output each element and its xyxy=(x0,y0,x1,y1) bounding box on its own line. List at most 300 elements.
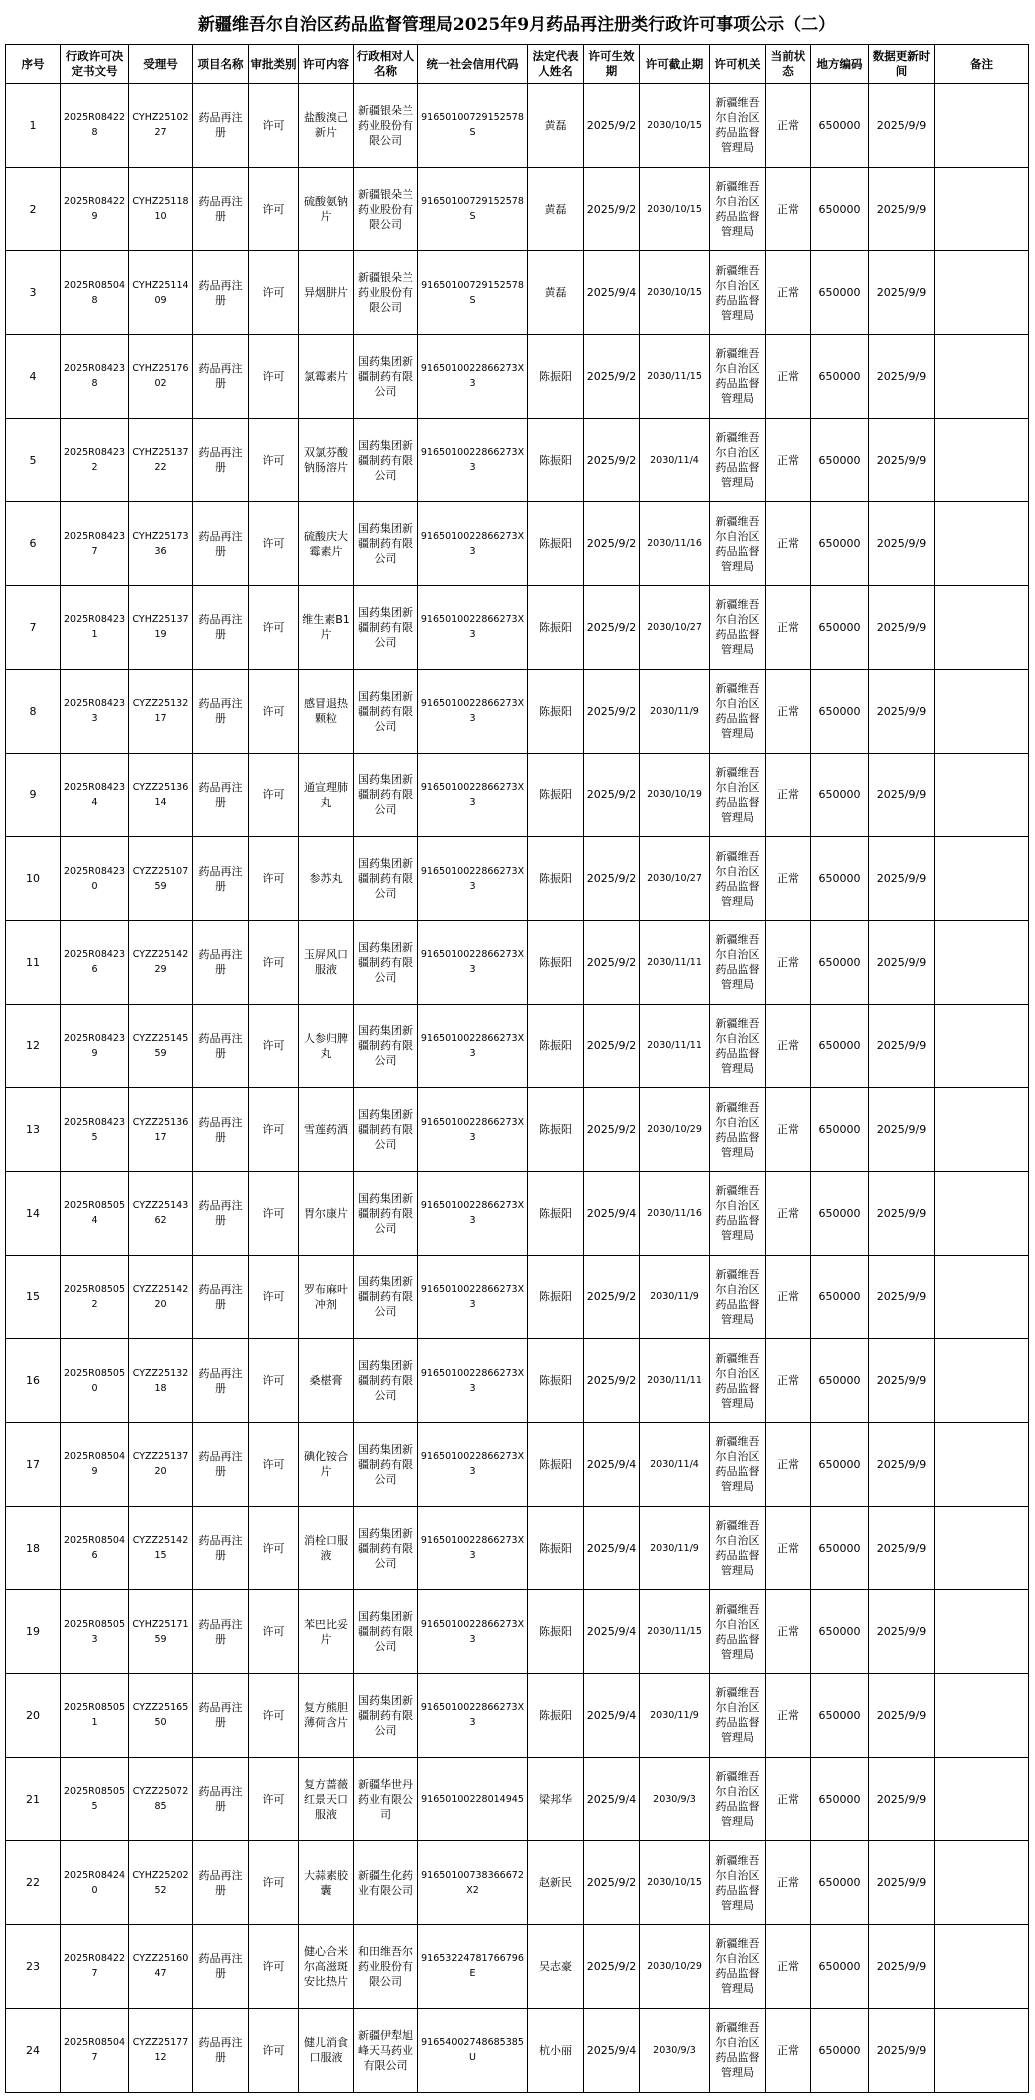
cell-decision-no: 2025R085049 xyxy=(61,1423,129,1507)
cell-counterparty-name: 国药集团新疆制药有限公司 xyxy=(354,1255,418,1339)
cell-region-code: 650000 xyxy=(811,335,869,419)
cell-project-name: 药品再注册 xyxy=(193,753,249,837)
cell-authority: 新疆维吾尔自治区药品监督管理局 xyxy=(710,1757,766,1841)
cell-remarks xyxy=(935,1841,1029,1925)
cell-approval-type: 许可 xyxy=(249,1841,299,1925)
cell-seq: 18 xyxy=(6,1506,61,1590)
cell-effective-date: 2025/9/2 xyxy=(584,84,640,168)
cell-permit-content: 胃尔康片 xyxy=(299,1171,354,1255)
cell-legal-rep: 陈振阳 xyxy=(528,1255,584,1339)
cell-project-name: 药品再注册 xyxy=(193,1339,249,1423)
cell-region-code: 650000 xyxy=(811,1757,869,1841)
cell-authority: 新疆维吾尔自治区药品监督管理局 xyxy=(710,669,766,753)
cell-permit-content: 维生素B1片 xyxy=(299,586,354,670)
cell-expiry-date: 2030/11/11 xyxy=(640,920,710,1004)
cell-status: 正常 xyxy=(766,251,811,335)
cell-acceptance-no: CYHZ2513722 xyxy=(129,418,193,502)
cell-counterparty-name: 和田维吾尔药业股份有限公司 xyxy=(354,1925,418,2009)
cell-counterparty-name: 国药集团新疆制药有限公司 xyxy=(354,1590,418,1674)
cell-remarks xyxy=(935,1171,1029,1255)
cell-status: 正常 xyxy=(766,920,811,1004)
cell-effective-date: 2025/9/4 xyxy=(584,1674,640,1758)
cell-acceptance-no: CYZZ2514220 xyxy=(129,1255,193,1339)
cell-approval-type: 许可 xyxy=(249,84,299,168)
cell-decision-no: 2025R084229 xyxy=(61,167,129,251)
cell-permit-content: 碘化铵合片 xyxy=(299,1423,354,1507)
cell-approval-type: 许可 xyxy=(249,1423,299,1507)
cell-expiry-date: 2030/11/4 xyxy=(640,1423,710,1507)
cell-project-name: 药品再注册 xyxy=(193,1674,249,1758)
cell-counterparty-name: 国药集团新疆制药有限公司 xyxy=(354,837,418,921)
cell-region-code: 650000 xyxy=(811,1171,869,1255)
cell-permit-content: 雪莲药酒 xyxy=(299,1088,354,1172)
cell-effective-date: 2025/9/2 xyxy=(584,586,640,670)
cell-authority: 新疆维吾尔自治区药品监督管理局 xyxy=(710,251,766,335)
cell-legal-rep: 陈振阳 xyxy=(528,837,584,921)
cell-region-code: 650000 xyxy=(811,920,869,1004)
cell-project-name: 药品再注册 xyxy=(193,1506,249,1590)
cell-decision-no: 2025R084240 xyxy=(61,1841,129,1925)
cell-legal-rep: 陈振阳 xyxy=(528,1171,584,1255)
cell-approval-type: 许可 xyxy=(249,1590,299,1674)
cell-counterparty-name: 国药集团新疆制药有限公司 xyxy=(354,1423,418,1507)
cell-status: 正常 xyxy=(766,586,811,670)
cell-counterparty-name: 国药集团新疆制药有限公司 xyxy=(354,335,418,419)
cell-approval-type: 许可 xyxy=(249,1674,299,1758)
cell-approval-type: 许可 xyxy=(249,1339,299,1423)
cell-expiry-date: 2030/10/15 xyxy=(640,167,710,251)
table-row xyxy=(6,1590,1029,1674)
cell-approval-type: 许可 xyxy=(249,1255,299,1339)
cell-seq: 11 xyxy=(6,920,61,1004)
cell-effective-date: 2025/9/2 xyxy=(584,1088,640,1172)
cell-status: 正常 xyxy=(766,502,811,586)
notice-page xyxy=(5,0,1028,2093)
header-credit-code: 统一社会信用代码 xyxy=(418,45,528,84)
cell-acceptance-no: CYHZ2517336 xyxy=(129,502,193,586)
cell-counterparty-name: 国药集团新疆制药有限公司 xyxy=(354,669,418,753)
cell-update-time: 2025/9/9 xyxy=(869,753,935,837)
cell-acceptance-no: CYZZ2513617 xyxy=(129,1088,193,1172)
cell-update-time: 2025/9/9 xyxy=(869,1255,935,1339)
cell-seq: 17 xyxy=(6,1423,61,1507)
cell-status: 正常 xyxy=(766,1088,811,1172)
cell-seq: 5 xyxy=(6,418,61,502)
cell-acceptance-no: CYHZ2510227 xyxy=(129,84,193,168)
cell-region-code: 650000 xyxy=(811,1674,869,1758)
cell-legal-rep: 陈振阳 xyxy=(528,753,584,837)
cell-acceptance-no: CYHZ2513719 xyxy=(129,586,193,670)
cell-legal-rep: 陈振阳 xyxy=(528,418,584,502)
cell-permit-content: 复方熊胆薄荷含片 xyxy=(299,1674,354,1758)
cell-credit-code: 9165010022866273X3 xyxy=(418,753,528,837)
table-row xyxy=(6,753,1029,837)
header-expiry-date: 许可截止期 xyxy=(640,45,710,84)
cell-credit-code: 9165010022866273X3 xyxy=(418,837,528,921)
cell-seq: 22 xyxy=(6,1841,61,1925)
cell-project-name: 药品再注册 xyxy=(193,586,249,670)
cell-decision-no: 2025R085046 xyxy=(61,1506,129,1590)
cell-seq: 13 xyxy=(6,1088,61,1172)
cell-counterparty-name: 新疆银朵兰药业股份有限公司 xyxy=(354,167,418,251)
cell-decision-no: 2025R084233 xyxy=(61,669,129,753)
cell-project-name: 药品再注册 xyxy=(193,251,249,335)
cell-legal-rep: 陈振阳 xyxy=(528,502,584,586)
cell-update-time: 2025/9/9 xyxy=(869,1171,935,1255)
table-row xyxy=(6,418,1029,502)
cell-approval-type: 许可 xyxy=(249,1757,299,1841)
cell-update-time: 2025/9/9 xyxy=(869,84,935,168)
cell-status: 正常 xyxy=(766,669,811,753)
cell-project-name: 药品再注册 xyxy=(193,418,249,502)
cell-approval-type: 许可 xyxy=(249,669,299,753)
cell-project-name: 药品再注册 xyxy=(193,1590,249,1674)
cell-project-name: 药品再注册 xyxy=(193,167,249,251)
cell-status: 正常 xyxy=(766,1506,811,1590)
cell-acceptance-no: CYHZ2511409 xyxy=(129,251,193,335)
table-row xyxy=(6,502,1029,586)
cell-effective-date: 2025/9/2 xyxy=(584,1255,640,1339)
cell-legal-rep: 黄磊 xyxy=(528,167,584,251)
cell-legal-rep: 陈振阳 xyxy=(528,1339,584,1423)
cell-status: 正常 xyxy=(766,1171,811,1255)
cell-authority: 新疆维吾尔自治区药品监督管理局 xyxy=(710,1423,766,1507)
table-body xyxy=(6,84,1029,2093)
cell-status: 正常 xyxy=(766,335,811,419)
cell-expiry-date: 2030/10/15 xyxy=(640,1841,710,1925)
header-counterparty-name: 行政相对人名称 xyxy=(354,45,418,84)
cell-expiry-date: 2030/11/11 xyxy=(640,1339,710,1423)
table-row xyxy=(6,1423,1029,1507)
cell-authority: 新疆维吾尔自治区药品监督管理局 xyxy=(710,1088,766,1172)
cell-approval-type: 许可 xyxy=(249,920,299,1004)
cell-authority: 新疆维吾尔自治区药品监督管理局 xyxy=(710,753,766,837)
cell-legal-rep: 吴志豪 xyxy=(528,1925,584,2009)
cell-update-time: 2025/9/9 xyxy=(869,586,935,670)
cell-effective-date: 2025/9/2 xyxy=(584,837,640,921)
table-row xyxy=(6,1171,1029,1255)
cell-region-code: 650000 xyxy=(811,1841,869,1925)
cell-credit-code: 91650100729152578S xyxy=(418,167,528,251)
cell-status: 正常 xyxy=(766,837,811,921)
cell-approval-type: 许可 xyxy=(249,586,299,670)
table-row xyxy=(6,920,1029,1004)
cell-acceptance-no: CYHZ2517602 xyxy=(129,335,193,419)
cell-counterparty-name: 新疆伊犁旭峰天马药业有限公司 xyxy=(354,2008,418,2092)
cell-legal-rep: 陈振阳 xyxy=(528,1674,584,1758)
cell-status: 正常 xyxy=(766,84,811,168)
cell-update-time: 2025/9/9 xyxy=(869,1506,935,1590)
cell-update-time: 2025/9/9 xyxy=(869,251,935,335)
header-region-code: 地方编码 xyxy=(811,45,869,84)
cell-status: 正常 xyxy=(766,1757,811,1841)
cell-status: 正常 xyxy=(766,753,811,837)
cell-decision-no: 2025R085048 xyxy=(61,251,129,335)
cell-update-time: 2025/9/9 xyxy=(869,1757,935,1841)
cell-update-time: 2025/9/9 xyxy=(869,1841,935,1925)
cell-update-time: 2025/9/9 xyxy=(869,1088,935,1172)
cell-decision-no: 2025R084239 xyxy=(61,1004,129,1088)
cell-permit-content: 消栓口服液 xyxy=(299,1506,354,1590)
cell-permit-content: 异烟肼片 xyxy=(299,251,354,335)
cell-permit-content: 盐酸溴己新片 xyxy=(299,84,354,168)
header-effective-date: 许可生效期 xyxy=(584,45,640,84)
cell-permit-content: 通宣理肺丸 xyxy=(299,753,354,837)
cell-approval-type: 许可 xyxy=(249,1506,299,1590)
cell-region-code: 650000 xyxy=(811,1925,869,2009)
cell-credit-code: 9165010022866273X3 xyxy=(418,1339,528,1423)
table-header-row xyxy=(6,45,1029,84)
table-row xyxy=(6,586,1029,670)
cell-status: 正常 xyxy=(766,1423,811,1507)
cell-expiry-date: 2030/11/9 xyxy=(640,1255,710,1339)
cell-authority: 新疆维吾尔自治区药品监督管理局 xyxy=(710,418,766,502)
cell-project-name: 药品再注册 xyxy=(193,920,249,1004)
cell-remarks xyxy=(935,1674,1029,1758)
cell-permit-content: 硫酸庆大霉素片 xyxy=(299,502,354,586)
cell-update-time: 2025/9/9 xyxy=(869,1423,935,1507)
cell-credit-code: 91650100729152578S xyxy=(418,84,528,168)
cell-decision-no: 2025R084227 xyxy=(61,1925,129,2009)
cell-legal-rep: 黄磊 xyxy=(528,251,584,335)
cell-remarks xyxy=(935,1757,1029,1841)
cell-project-name: 药品再注册 xyxy=(193,335,249,419)
cell-seq: 2 xyxy=(6,167,61,251)
cell-authority: 新疆维吾尔自治区药品监督管理局 xyxy=(710,1339,766,1423)
cell-project-name: 药品再注册 xyxy=(193,837,249,921)
cell-project-name: 药品再注册 xyxy=(193,1255,249,1339)
cell-permit-content: 双氯芬酸钠肠溶片 xyxy=(299,418,354,502)
cell-legal-rep: 杭小丽 xyxy=(528,2008,584,2092)
cell-seq: 12 xyxy=(6,1004,61,1088)
cell-credit-code: 91650100228014945 xyxy=(418,1757,528,1841)
cell-acceptance-no: CYZZ2510759 xyxy=(129,837,193,921)
cell-region-code: 650000 xyxy=(811,1255,869,1339)
cell-project-name: 药品再注册 xyxy=(193,502,249,586)
cell-counterparty-name: 国药集团新疆制药有限公司 xyxy=(354,753,418,837)
header-acceptance-no: 受理号 xyxy=(129,45,193,84)
cell-region-code: 650000 xyxy=(811,1423,869,1507)
cell-seq: 7 xyxy=(6,586,61,670)
cell-remarks xyxy=(935,335,1029,419)
cell-authority: 新疆维吾尔自治区药品监督管理局 xyxy=(710,1506,766,1590)
cell-authority: 新疆维吾尔自治区药品监督管理局 xyxy=(710,502,766,586)
cell-decision-no: 2025R084234 xyxy=(61,753,129,837)
cell-status: 正常 xyxy=(766,167,811,251)
cell-remarks xyxy=(935,418,1029,502)
cell-expiry-date: 2030/10/27 xyxy=(640,586,710,670)
cell-status: 正常 xyxy=(766,1925,811,2009)
cell-credit-code: 9165010022866273X3 xyxy=(418,1004,528,1088)
cell-expiry-date: 2030/11/11 xyxy=(640,1004,710,1088)
cell-decision-no: 2025R084230 xyxy=(61,837,129,921)
cell-counterparty-name: 国药集团新疆制药有限公司 xyxy=(354,1171,418,1255)
cell-remarks xyxy=(935,84,1029,168)
cell-seq: 1 xyxy=(6,84,61,168)
cell-legal-rep: 陈振阳 xyxy=(528,920,584,1004)
cell-update-time: 2025/9/9 xyxy=(869,1004,935,1088)
cell-permit-content: 玉屏风口服液 xyxy=(299,920,354,1004)
cell-counterparty-name: 国药集团新疆制药有限公司 xyxy=(354,1088,418,1172)
cell-expiry-date: 2030/11/15 xyxy=(640,335,710,419)
cell-update-time: 2025/9/9 xyxy=(869,502,935,586)
table-row xyxy=(6,1925,1029,2009)
table-row xyxy=(6,2008,1029,2092)
cell-acceptance-no: CYZZ2514559 xyxy=(129,1004,193,1088)
cell-counterparty-name: 国药集团新疆制药有限公司 xyxy=(354,1506,418,1590)
cell-effective-date: 2025/9/2 xyxy=(584,418,640,502)
cell-expiry-date: 2030/11/9 xyxy=(640,1674,710,1758)
cell-remarks xyxy=(935,251,1029,335)
cell-legal-rep: 陈振阳 xyxy=(528,1004,584,1088)
cell-region-code: 650000 xyxy=(811,1506,869,1590)
header-authority: 许可机关 xyxy=(710,45,766,84)
cell-expiry-date: 2030/11/9 xyxy=(640,669,710,753)
cell-seq: 3 xyxy=(6,251,61,335)
cell-decision-no: 2025R085050 xyxy=(61,1339,129,1423)
cell-project-name: 药品再注册 xyxy=(193,84,249,168)
cell-region-code: 650000 xyxy=(811,2008,869,2092)
cell-authority: 新疆维吾尔自治区药品监督管理局 xyxy=(710,920,766,1004)
cell-legal-rep: 陈振阳 xyxy=(528,669,584,753)
cell-seq: 24 xyxy=(6,2008,61,2092)
cell-legal-rep: 陈振阳 xyxy=(528,1506,584,1590)
cell-seq: 23 xyxy=(6,1925,61,2009)
cell-seq: 10 xyxy=(6,837,61,921)
cell-permit-content: 健儿消食口服液 xyxy=(299,2008,354,2092)
cell-credit-code: 9165010022866273X3 xyxy=(418,502,528,586)
cell-seq: 19 xyxy=(6,1590,61,1674)
cell-credit-code: 9165010022866273X3 xyxy=(418,669,528,753)
cell-remarks xyxy=(935,1423,1029,1507)
cell-effective-date: 2025/9/2 xyxy=(584,1339,640,1423)
cell-decision-no: 2025R085055 xyxy=(61,1757,129,1841)
cell-counterparty-name: 国药集团新疆制药有限公司 xyxy=(354,920,418,1004)
cell-legal-rep: 赵新民 xyxy=(528,1841,584,1925)
cell-counterparty-name: 国药集团新疆制药有限公司 xyxy=(354,586,418,670)
cell-credit-code: 9165010022866273X3 xyxy=(418,1255,528,1339)
cell-seq: 4 xyxy=(6,335,61,419)
cell-credit-code: 9165010022866273X3 xyxy=(418,1506,528,1590)
cell-update-time: 2025/9/9 xyxy=(869,1590,935,1674)
cell-effective-date: 2025/9/4 xyxy=(584,1171,640,1255)
cell-update-time: 2025/9/9 xyxy=(869,1339,935,1423)
table-row xyxy=(6,1841,1029,1925)
cell-status: 正常 xyxy=(766,1674,811,1758)
page-title: 新疆维吾尔自治区药品监督管理局2025年9月药品再注册类行政许可事项公示（二） xyxy=(197,15,836,35)
cell-authority: 新疆维吾尔自治区药品监督管理局 xyxy=(710,1255,766,1339)
cell-permit-content: 复方蔷薇红景天口服液 xyxy=(299,1757,354,1841)
cell-acceptance-no: CYZZ2513614 xyxy=(129,753,193,837)
cell-authority: 新疆维吾尔自治区药品监督管理局 xyxy=(710,1841,766,1925)
cell-legal-rep: 陈振阳 xyxy=(528,1423,584,1507)
cell-seq: 15 xyxy=(6,1255,61,1339)
cell-update-time: 2025/9/9 xyxy=(869,167,935,251)
cell-acceptance-no: CYZZ2516550 xyxy=(129,1674,193,1758)
cell-counterparty-name: 国药集团新疆制药有限公司 xyxy=(354,502,418,586)
cell-update-time: 2025/9/9 xyxy=(869,418,935,502)
table-row xyxy=(6,1674,1029,1758)
cell-credit-code: 91654002748685385U xyxy=(418,2008,528,2092)
table-row xyxy=(6,1506,1029,1590)
cell-update-time: 2025/9/9 xyxy=(869,1925,935,2009)
cell-remarks xyxy=(935,1004,1029,1088)
cell-legal-rep: 黄磊 xyxy=(528,84,584,168)
cell-seq: 6 xyxy=(6,502,61,586)
cell-acceptance-no: CYZZ2514215 xyxy=(129,1506,193,1590)
cell-region-code: 650000 xyxy=(811,167,869,251)
cell-status: 正常 xyxy=(766,418,811,502)
cell-authority: 新疆维吾尔自治区药品监督管理局 xyxy=(710,335,766,419)
cell-permit-content: 桑椹膏 xyxy=(299,1339,354,1423)
cell-project-name: 药品再注册 xyxy=(193,2008,249,2092)
cell-update-time: 2025/9/9 xyxy=(869,1674,935,1758)
cell-credit-code: 9165010022866273X3 xyxy=(418,418,528,502)
cell-decision-no: 2025R085054 xyxy=(61,1171,129,1255)
cell-legal-rep: 陈振阳 xyxy=(528,335,584,419)
cell-effective-date: 2025/9/4 xyxy=(584,1423,640,1507)
cell-counterparty-name: 新疆生化药业有限公司 xyxy=(354,1841,418,1925)
cell-credit-code: 9165010022866273X3 xyxy=(418,1171,528,1255)
cell-acceptance-no: CYHZ2517159 xyxy=(129,1590,193,1674)
table-row xyxy=(6,837,1029,921)
cell-region-code: 650000 xyxy=(811,251,869,335)
cell-project-name: 药品再注册 xyxy=(193,1423,249,1507)
cell-effective-date: 2025/9/2 xyxy=(584,669,640,753)
cell-expiry-date: 2030/10/15 xyxy=(640,84,710,168)
cell-seq: 14 xyxy=(6,1171,61,1255)
table-row xyxy=(6,167,1029,251)
cell-credit-code: 91650100729152578S xyxy=(418,251,528,335)
cell-remarks xyxy=(935,753,1029,837)
cell-decision-no: 2025R084228 xyxy=(61,84,129,168)
cell-counterparty-name: 国药集团新疆制药有限公司 xyxy=(354,418,418,502)
cell-counterparty-name: 国药集团新疆制药有限公司 xyxy=(354,1004,418,1088)
cell-effective-date: 2025/9/4 xyxy=(584,1757,640,1841)
cell-remarks xyxy=(935,502,1029,586)
cell-project-name: 药品再注册 xyxy=(193,1841,249,1925)
cell-credit-code: 9165010022866273X3 xyxy=(418,920,528,1004)
cell-effective-date: 2025/9/2 xyxy=(584,1841,640,1925)
cell-permit-content: 感冒退热颗粒 xyxy=(299,669,354,753)
cell-seq: 9 xyxy=(6,753,61,837)
cell-decision-no: 2025R084238 xyxy=(61,335,129,419)
cell-approval-type: 许可 xyxy=(249,502,299,586)
cell-project-name: 药品再注册 xyxy=(193,1757,249,1841)
cell-acceptance-no: CYZZ2513218 xyxy=(129,1339,193,1423)
cell-acceptance-no: CYZZ2514229 xyxy=(129,920,193,1004)
cell-effective-date: 2025/9/4 xyxy=(584,2008,640,2092)
cell-status: 正常 xyxy=(766,1841,811,1925)
cell-permit-content: 苯巴比妥片 xyxy=(299,1590,354,1674)
cell-remarks xyxy=(935,2008,1029,2092)
cell-counterparty-name: 新疆银朵兰药业股份有限公司 xyxy=(354,251,418,335)
cell-expiry-date: 2030/9/3 xyxy=(640,1757,710,1841)
header-decision-no: 行政许可决定书文号 xyxy=(61,45,129,84)
header-status: 当前状态 xyxy=(766,45,811,84)
cell-region-code: 650000 xyxy=(811,84,869,168)
cell-project-name: 药品再注册 xyxy=(193,1004,249,1088)
cell-status: 正常 xyxy=(766,2008,811,2092)
cell-permit-content: 大蒜素胶囊 xyxy=(299,1841,354,1925)
cell-permit-content: 硫酸氨钠片 xyxy=(299,167,354,251)
cell-expiry-date: 2030/11/9 xyxy=(640,1506,710,1590)
table-row xyxy=(6,1255,1029,1339)
cell-approval-type: 许可 xyxy=(249,418,299,502)
cell-counterparty-name: 国药集团新疆制药有限公司 xyxy=(354,1674,418,1758)
cell-authority: 新疆维吾尔自治区药品监督管理局 xyxy=(710,1004,766,1088)
table-row xyxy=(6,1004,1029,1088)
